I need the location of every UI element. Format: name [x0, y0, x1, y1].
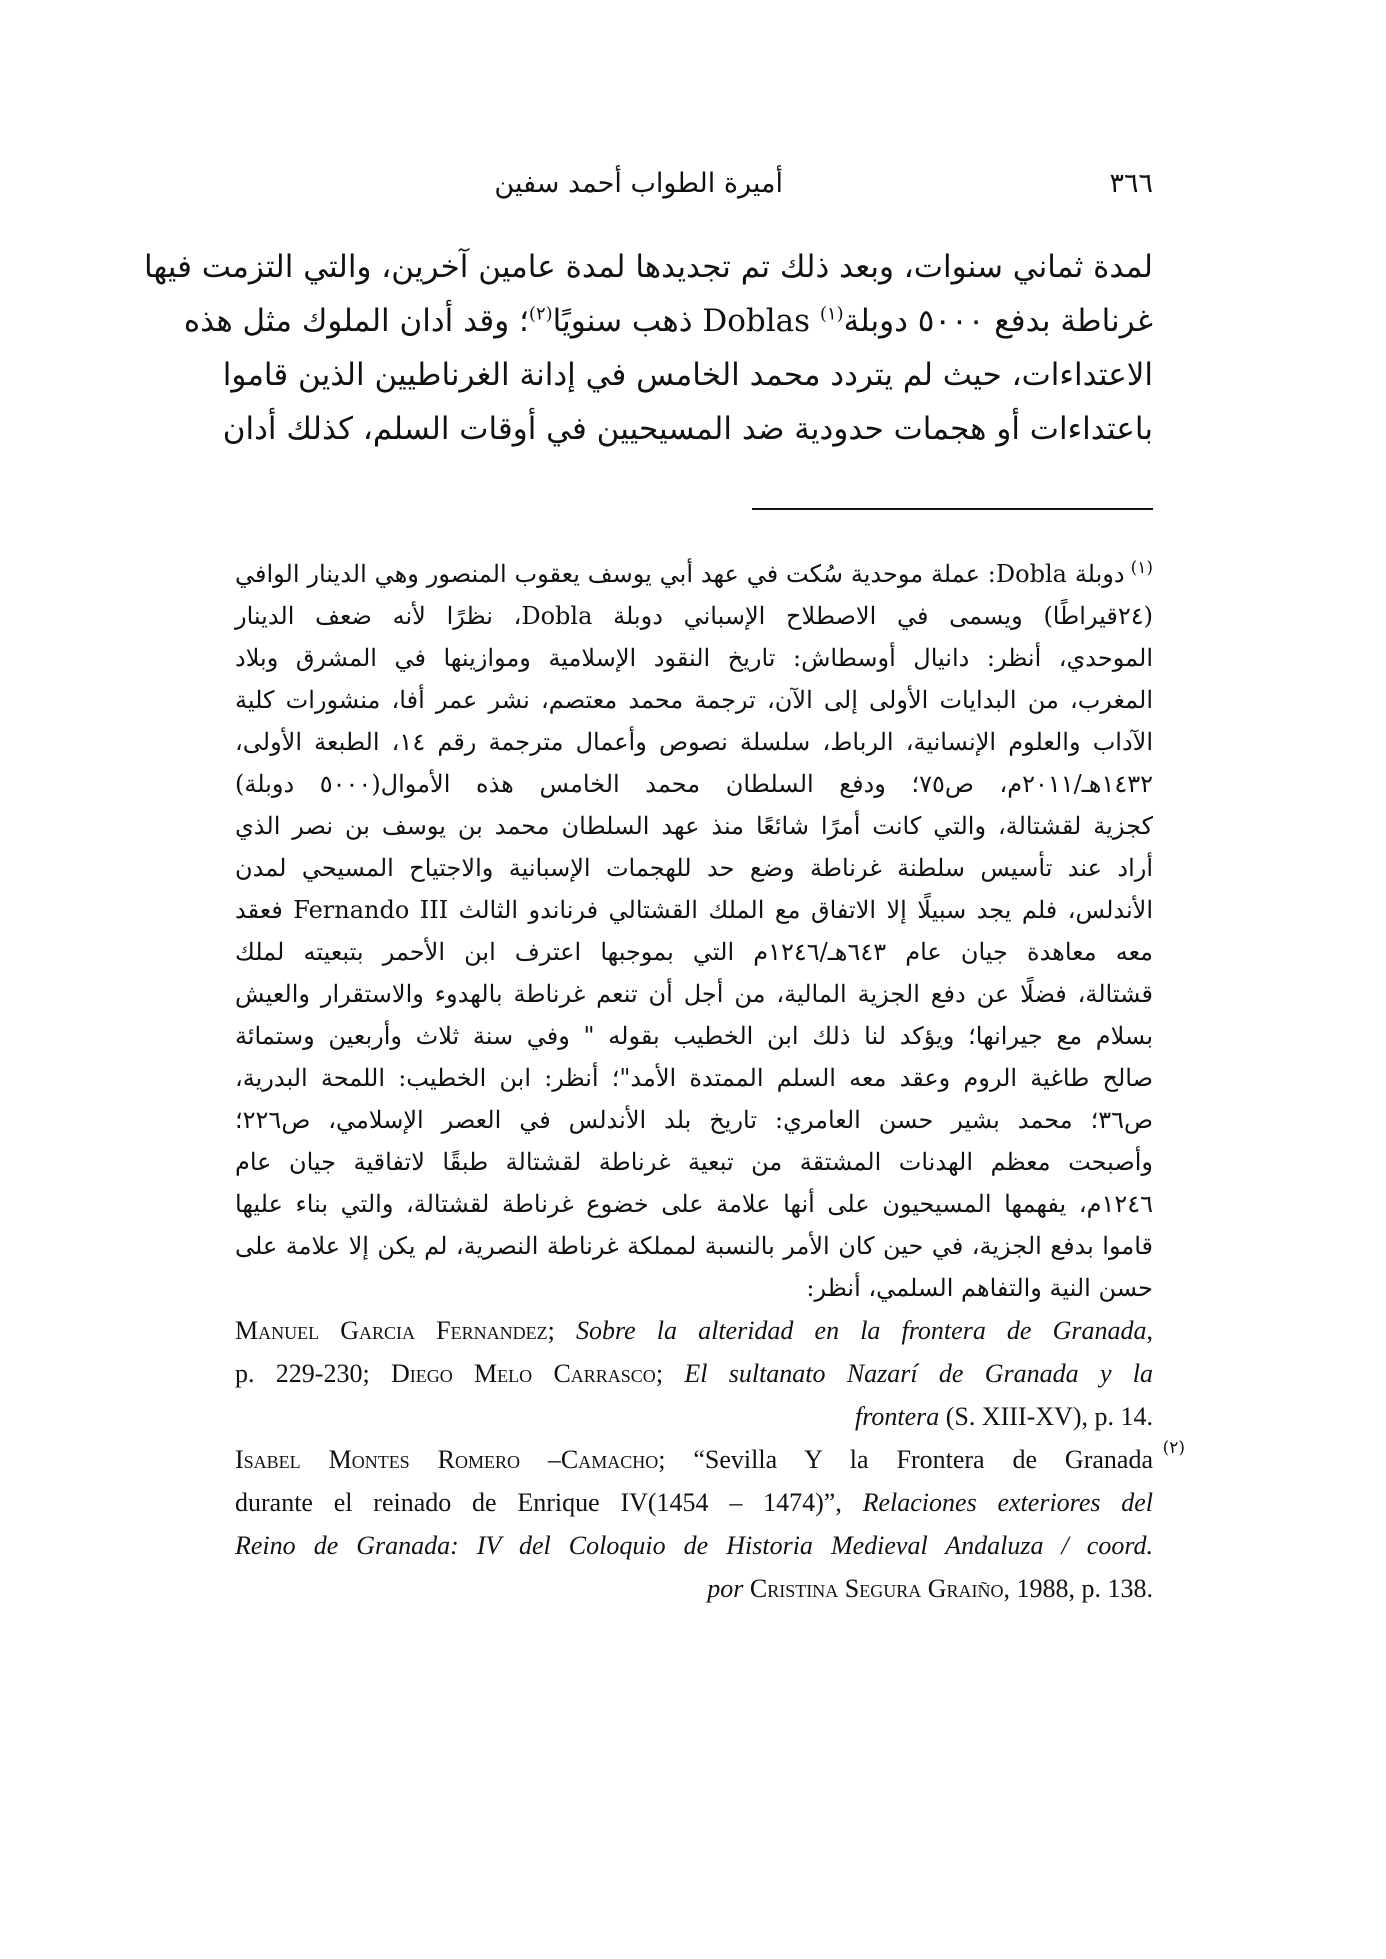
- reference-author: Diego Melo Carrasco: [390, 1359, 656, 1388]
- body-line: لمدة ثماني سنوات، وبعد ذلك تم تجديدها لمدة عامين آخرين، والتي التزمت فيها: [144, 249, 1153, 285]
- running-title: أميرة الطواب أحمد سفين: [494, 168, 783, 199]
- footnote-line: المغرب، من البدايات الأولى إلى الآن، ترجمة محمد معتصم، نشر عمر أفا، منشورات كلية: [235, 686, 1153, 714]
- footnote-line: صالح طاغية الروم وعقد معه السلم الممتدة الأمد"؛ أنظر: ابن الخطيب: اللمحة البدرية،: [235, 1064, 1153, 1092]
- reference-title: El sultanato Nazarí de Granada y la: [684, 1359, 1153, 1388]
- body-line-part: ؛ وقد أدان الملوك مثل هذه: [183, 303, 529, 339]
- reference-book: Relaciones exteriores del: [862, 1488, 1154, 1517]
- reference-line: p. 229-230; Diego Melo Carrasco; El sultanato Nazarí de Granada y la: [235, 1359, 1153, 1388]
- reference-book: Reino de Granada: IV del Coloquio de Historia Medieval Andaluza / coord.: [235, 1531, 1153, 1560]
- body-line: باعتداءات أو هجمات حدودية ضد المسيحيين في أوقات السلم، كذلك أدان: [222, 411, 1153, 447]
- reference-line: Isabel Montes Romero –Camacho; “Sevilla Y la Frontera de Granada: [235, 1445, 1153, 1474]
- footnote-line: (٢٤قيراطًا) ويسمى في الاصطلاح الإسباني دوبلة Dobla، نظرًا لأنه ضعف الدينار: [235, 602, 1153, 630]
- footnote-separator: [752, 508, 1153, 510]
- footnote-marker-2: (٢): [1162, 1438, 1185, 1458]
- reference-line: [235, 1524, 1153, 1567]
- footnote-2-references: [235, 1438, 1153, 1610]
- footnote-2: [235, 1438, 1185, 1610]
- reference-pages: p. 229-230;: [235, 1359, 370, 1388]
- footnote-line: ١٤٣٢هـ/٢٠١١م، ص٧٥؛ ودفع السلطان محمد الخامس هذه الأموال(٥٠٠٠ دوبلة): [235, 770, 1153, 798]
- reference-article: durante el reinado de Enrique IV(1454 – 1474)”,: [235, 1488, 842, 1517]
- page-header: [235, 168, 1153, 208]
- footnote-line-text: دوبلة Dobla: عملة موحدية سُكت في عهد أبي يوسف يعقوب المنصور وهي الدينار الوافي: [235, 560, 1125, 588]
- footnote-line: قاموا بدفع الجزية، في حين كان الأمر بالنسبة لمملكة غرناطة النصرية، لم يكن إلا علامة على: [235, 1232, 1153, 1260]
- footnote-line: ص٣٦؛ محمد بشير حسن العامري: تاريخ بلد الأندلس في العصر الإسلامي، ص٢٢٦؛: [235, 1106, 1153, 1134]
- reference-line: [235, 1481, 1153, 1524]
- reference-author: Isabel Montes Romero –Camacho: [235, 1445, 659, 1474]
- reference-tail: , 1988, p. 138.: [1003, 1574, 1153, 1603]
- main-body-text: [144, 240, 1153, 456]
- footnote-line: ١٢٤٦م، يفهمها المسيحيون على أنها علامة على خضوع غرناطة لقشتالة، والتي بناء عليها: [235, 1190, 1153, 1218]
- footnote-ref-1[interactable]: (١): [819, 303, 844, 325]
- page-number: ٣٦٦: [1109, 168, 1153, 199]
- footnote-line: الأندلس، فلم يجد سبيلًا إلا الاتفاق مع الملك القشتالي فرناندو الثالث Fernando III فعقد: [235, 896, 1154, 924]
- reference-line: [235, 1567, 1153, 1610]
- reference-by: por: [707, 1574, 744, 1603]
- body-line: [183, 294, 1153, 348]
- footnotes: [235, 553, 1185, 1610]
- footnote-line: أراد عند تأسيس سلطنة غرناطة وضع حد للهجمات الإسبانية والاجتياح المسيحي لمدن: [235, 854, 1153, 882]
- footnote-line: معه معاهدة جيان عام ٦٤٣هـ/١٢٤٦م التي بموجبها اعترف ابن الأحمر بتبعيته لملك: [235, 938, 1154, 966]
- reference-line: [235, 1395, 1153, 1438]
- reference-pages: (S. XIII-XV), p. 14.: [945, 1402, 1153, 1431]
- footnote-1: [235, 553, 1153, 1438]
- footnote-line: كجزية لقشتالة، والتي كانت أمرًا شائعًا منذ عهد السلطان محمد بن يوسف بن نصر الذي: [235, 812, 1153, 840]
- body-line-part: Doblas ذهب سنويًا: [552, 303, 811, 339]
- reference-editor: Cristina Segura Graiño: [749, 1574, 1004, 1603]
- reference-article: “Sevilla Y la Frontera de Granada: [693, 1445, 1153, 1474]
- reference-line: Manuel Garcia Fernandez; Sobre la alteridad en la frontera de Granada,: [235, 1316, 1153, 1345]
- body-line: الاعتداءات، حيث لم يتردد محمد الخامس في إدانة الغرناطيين الذين قاموا: [222, 357, 1153, 393]
- body-line-part: غرناطة بدفع ٥٠٠٠ دوبلة: [843, 303, 1153, 339]
- reference-title: frontera: [854, 1402, 940, 1431]
- reference-title: Sobre la alteridad en la frontera de Granada: [575, 1316, 1147, 1345]
- footnote-line: الآداب والعلوم الإنسانية، الرباط، سلسلة نصوص وأعمال مترجمة رقم ١٤، الطبعة الأولى،: [235, 728, 1154, 756]
- footnote-1-references: [235, 1309, 1153, 1438]
- reference-author: Manuel Garcia Fernandez: [235, 1316, 548, 1345]
- footnote-ref-2[interactable]: (٢): [528, 303, 553, 325]
- footnote-line: قشتالة، فضلًا عن دفع الجزية المالية، من أجل أن تنعم غرناطة بالهدوء والاستقرار والعيش: [235, 980, 1153, 1008]
- footnote-line: [235, 553, 1153, 595]
- footnote-line: حسن النية والتفاهم السلمي، أنظر:: [806, 1274, 1153, 1302]
- footnote-marker-1: (١): [1130, 558, 1154, 578]
- footnote-line: وأصبحت معظم الهدنات المشتقة من تبعية غرناطة لقشتالة طبقًا لاتفاقية جيان عام: [235, 1148, 1153, 1176]
- footnote-line: بسلام مع جيرانها؛ ويؤكد لنا ذلك ابن الخطيب بقوله " وفي سنة ثلاث وأربعين وستمائة: [235, 1022, 1153, 1050]
- footnote-line: الموحدي، أنظر: دانيال أوسطاش: تاريخ النقود الإسلامية وموازينها في المشرق وبلاد: [235, 644, 1153, 672]
